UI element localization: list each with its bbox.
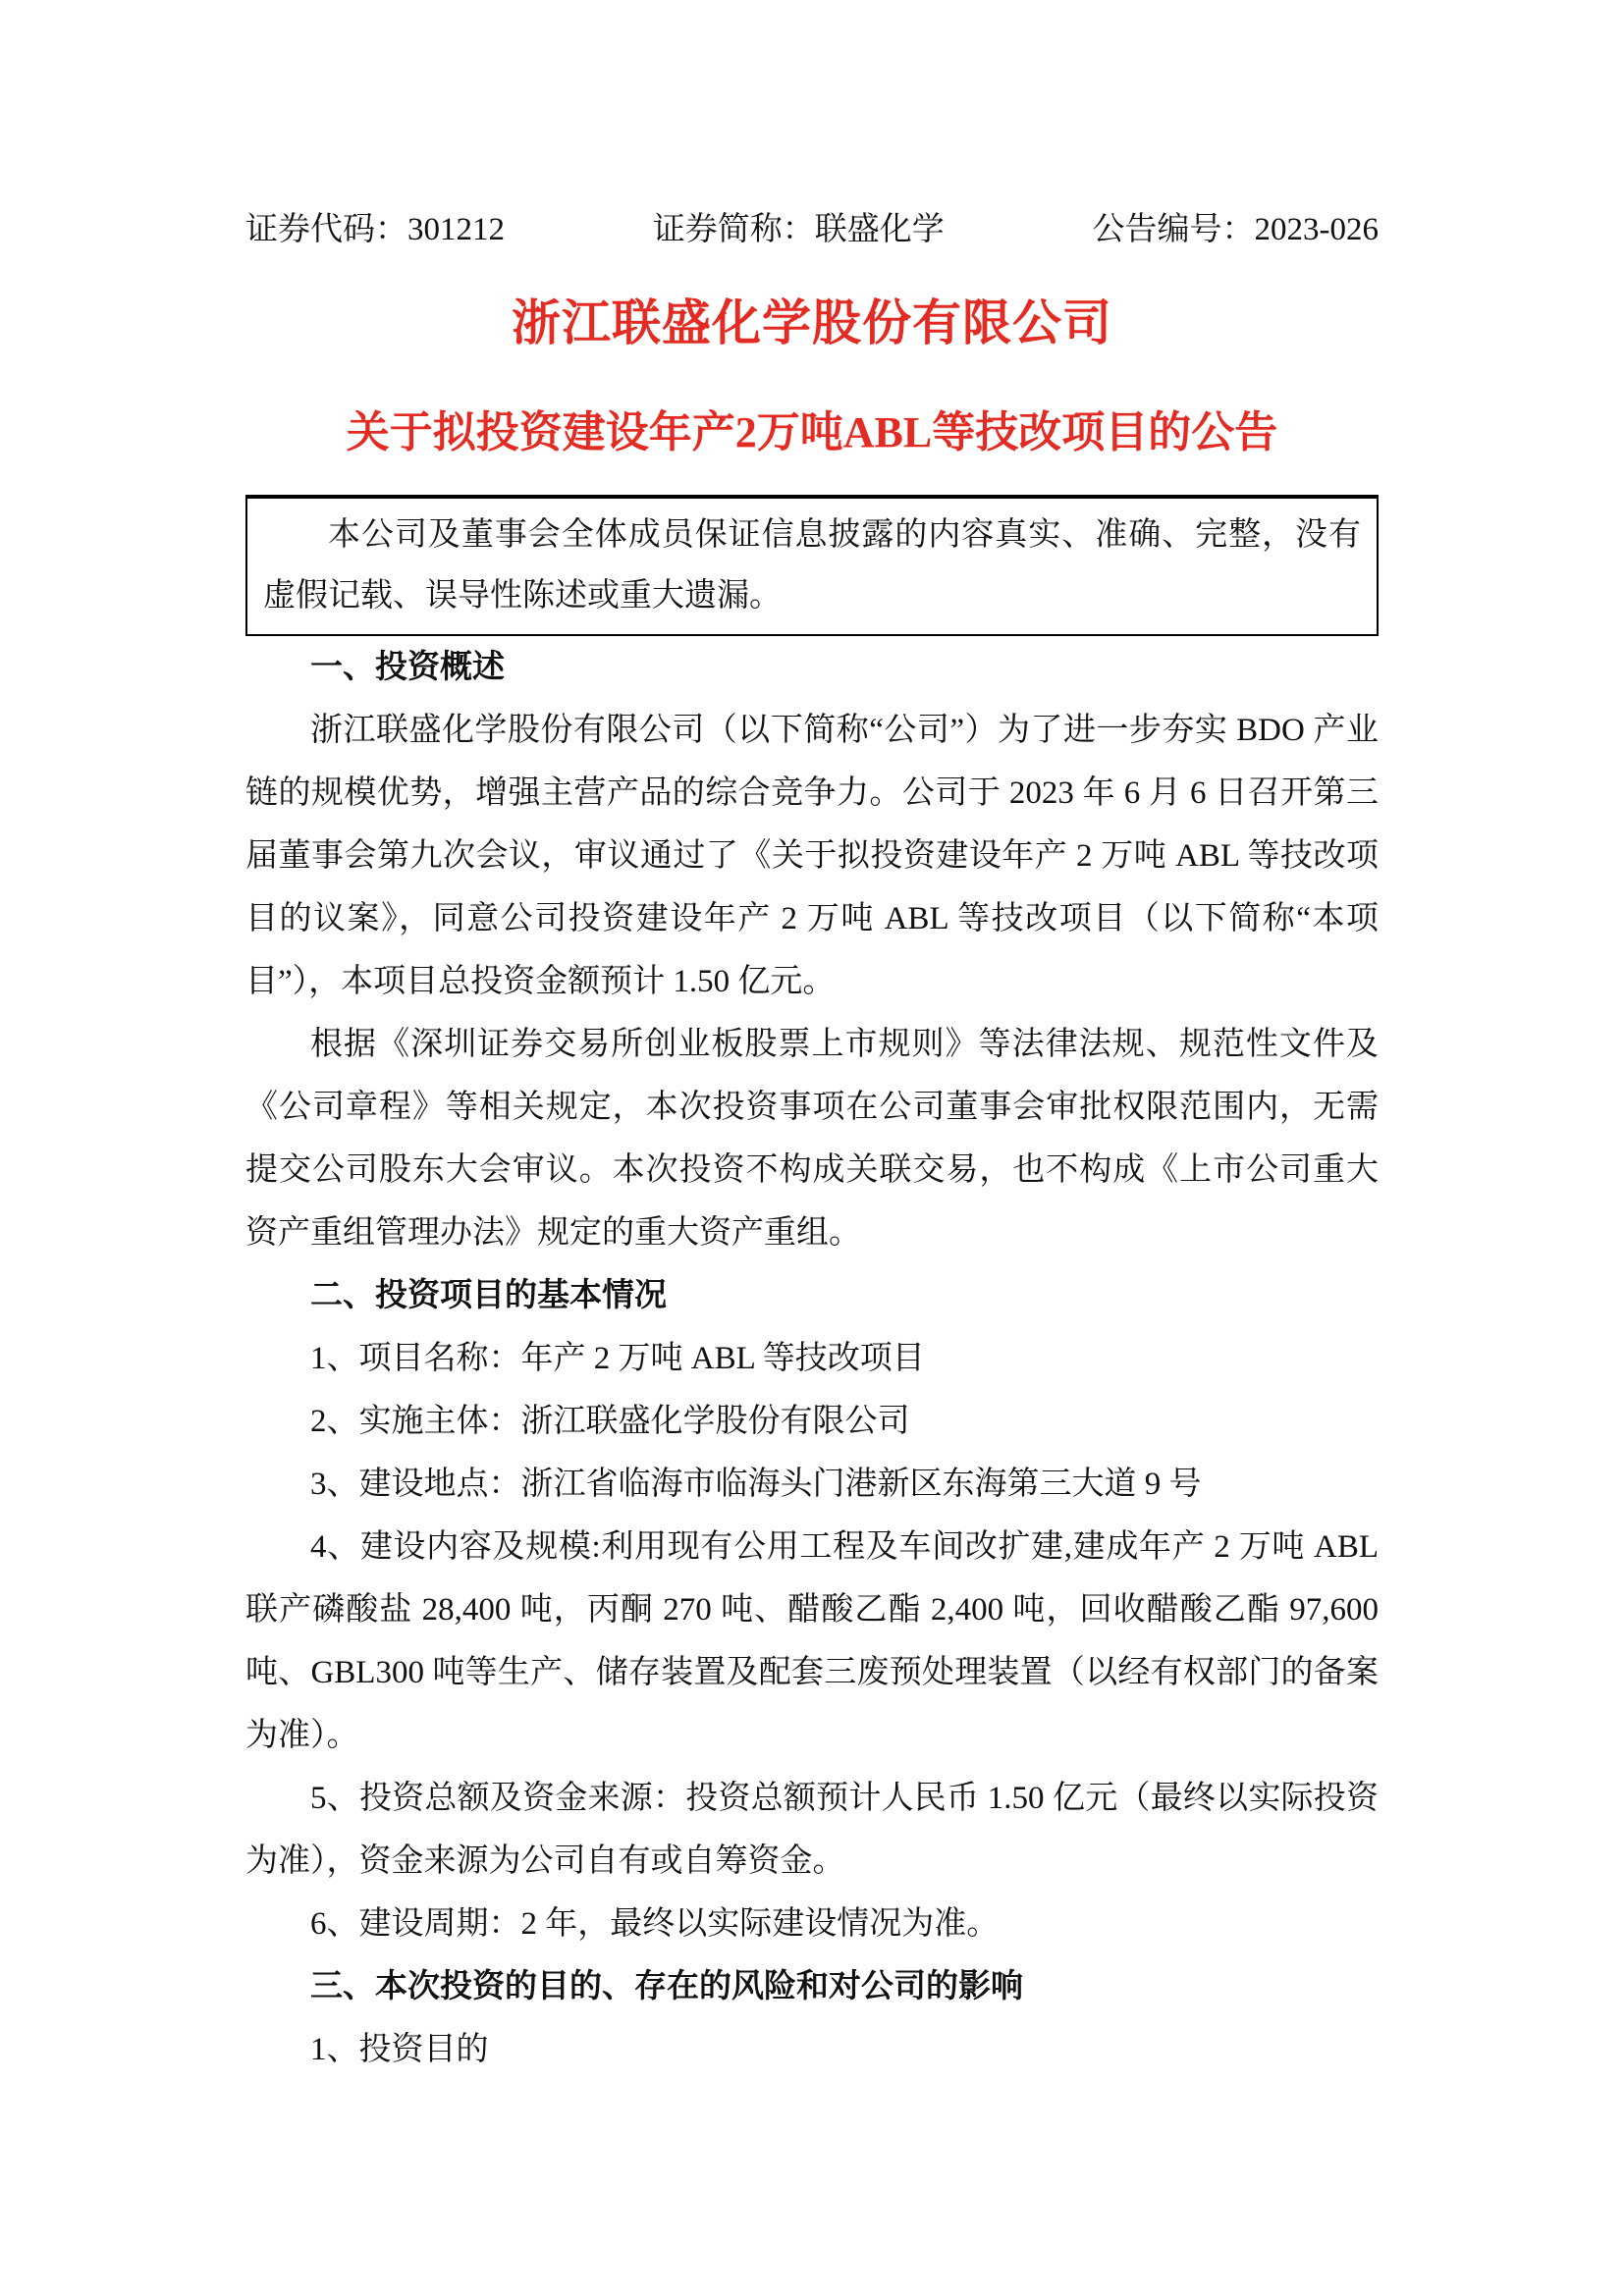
section-2-item-construction-site: 3、建设地点：浙江省临海市临海头门港新区东海第三大道 9 号 <box>310 1467 1202 1502</box>
document-content <box>245 0 1379 2081</box>
section-2-item-implementing-entity: 2、实施主体：浙江联盛化学股份有限公司 <box>310 1404 910 1439</box>
company-title: 浙江联盛化学股份有限公司 <box>512 295 1112 350</box>
section-1-heading: 一、投资概述 <box>310 650 505 685</box>
section-2-item-investment-funding: 5、投资总额及资金来源：投资总额预计人民币 1.50 亿元（最终以实际投资为准），资金来源为公司自有或自筹资金。 <box>245 1781 1379 1879</box>
section-3-heading: 三、本次投资的目的、存在的风险和对公司的影响 <box>310 1969 1023 2004</box>
section-1-paragraph-1: 浙江联盛化学股份有限公司（以下简称“公司”）为了进一步夯实 BDO 产业链的规模优势，增强主营产品的综合竞争力。公司于 2023 年 6 月 6 日召开第三届董事会第九次会议，审议通过了《关于拟投资建设年产 2 万吨 ABL 等技改项目的议案》，同意公司投资建设年产 2 万吨 ABL 等技改项目（以下简称“本项目”），本项目总投资金额预计 1.50 亿元。 <box>245 713 1380 999</box>
document-header <box>245 210 1379 249</box>
announcement-number: 公告编号：2023-026 <box>1092 212 1379 247</box>
section-1-paragraph-2: 根据《深圳证券交易所创业板股票上市规则》等法律法规、规范性文件及《公司章程》等相关规定，本次投资事项在公司董事会审批权限范围内，无需提交公司股东大会审议。本次投资不构成关联交易，也不构成《上市公司重大资产重组管理办法》规定的重大资产重组。 <box>245 1027 1379 1251</box>
stock-short-name: 证券简称：联盛化学 <box>652 212 945 247</box>
stock-code: 证券代码：301212 <box>245 212 505 247</box>
section-3-item-investment-purpose: 1、投资目的 <box>310 2032 489 2067</box>
section-2-item-construction-scale: 4、建设内容及规模:利用现有公用工程及车间改扩建,建成年产 2 万吨 ABL 联产磷酸盐 28,400 吨，丙酮 270 吨、醋酸乙酯 2,400 吨，回收醋酸乙酯 97,600 吨、GBL300 吨等生产、储存装置及配套三废预处理装置（以经有权部门的备案为准）。 <box>245 1529 1379 1753</box>
disclaimer-box <box>245 495 1379 636</box>
section-2-item-construction-period: 6、建设周期：2 年，最终以实际建设情况为准。 <box>310 1906 1000 1942</box>
announcement-title: 关于拟投资建设年产2万吨ABL等技改项目的公告 <box>346 408 1278 456</box>
section-2-heading: 二、投资项目的基本情况 <box>310 1278 667 1313</box>
section-2-item-project-name: 1、项目名称：年产 2 万吨 ABL 等技改项目 <box>310 1341 925 1376</box>
disclaimer-text: 本公司及董事会全体成员保证信息披露的内容真实、准确、完整，没有虚假记载、误导性陈述或重大遗漏。 <box>263 517 1361 614</box>
